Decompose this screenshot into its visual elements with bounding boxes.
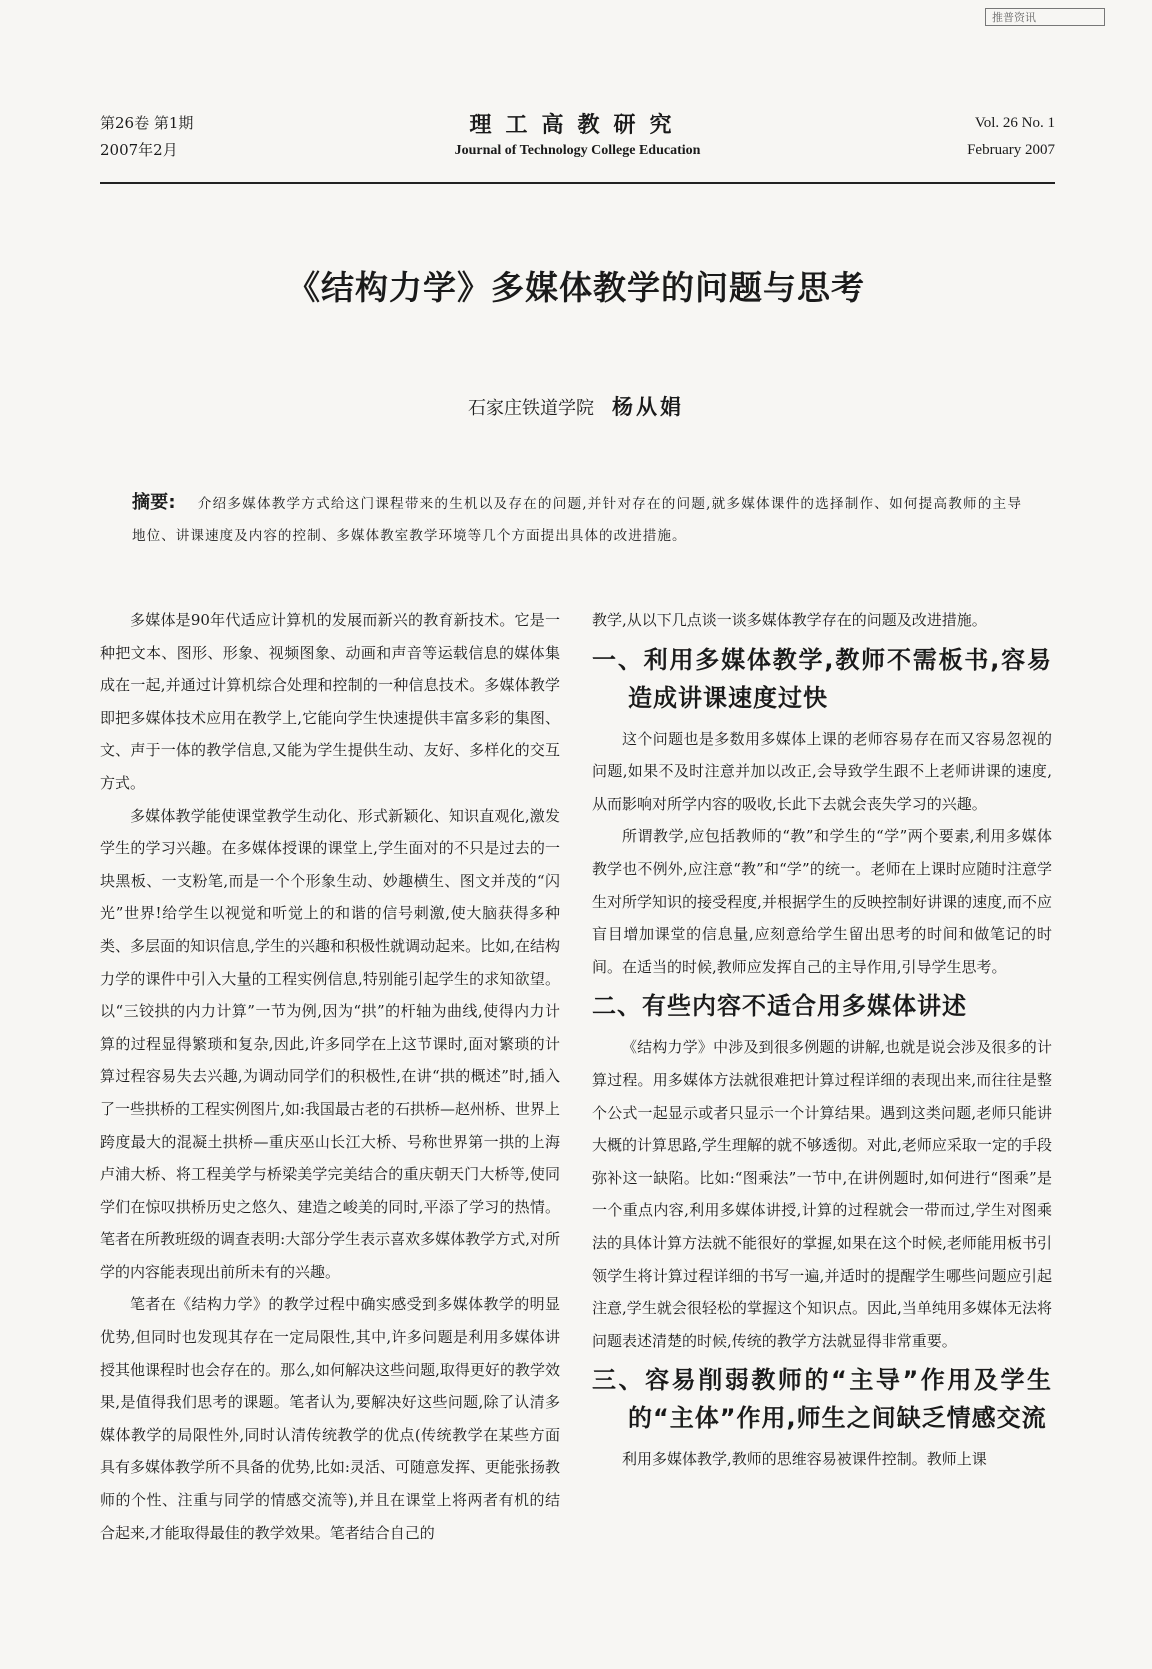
article-title: 《结构力学》多媒体教学的问题与思考 bbox=[287, 268, 865, 307]
journal-header bbox=[100, 110, 1055, 182]
section-heading-2: 二、有些内容不适合用多媒体讲述 bbox=[592, 992, 967, 1021]
header-center bbox=[100, 110, 1055, 162]
paragraph: 笔者在《结构力学》的教学过程中确实感受到多媒体教学的明显优势,但同时也发现其存在一定局限性,其中,许多问题是利用多媒体讲授其他课程时也会存在的。那么,如何解决这些问题,取得更好的教学效果,是值得我们思考的课题。笔者认为,要解决好这些问题,除了认清多媒体教学的局限性外,同时认清传统教学的优点(传统教学在某些方面具有多媒体教学所不具备的优势,比如:灵活、可随意发挥、更能张扬教师的个性、注重与同学的情感交流等),并且在课堂上将两者有机的结合起来,才能取得最佳的教学效果。笔者结合自己的 bbox=[100, 1295, 560, 1542]
date-en: February 2007 bbox=[967, 142, 1055, 158]
author-name: 杨从娟 bbox=[612, 394, 684, 419]
volume-issue-cn: 第26卷 第1期 bbox=[100, 114, 194, 132]
abstract-text: 介绍多媒体教学方式给这门课程带来的生机以及存在的问题,并针对存在的问题,就多媒体课件的选择制作、如何提高教师的主导地位、讲课速度及内容的控制、多媒体教室教学环境等几个方面提出具体的改进措施。 bbox=[132, 496, 1022, 544]
section-heading-1: 一、利用多媒体教学,教师不需板书,容易造成讲课速度过快 bbox=[592, 645, 1052, 712]
author-line bbox=[0, 391, 1152, 421]
paragraph: 多媒体是90年代适应计算机的发展而新兴的教育新技术。它是一种把文本、图形、形象、视频图象、动画和声音等运载信息的媒体集成在一起,并通过计算机综合处理和控制的一种信息技术。多媒体教学即把多媒体技术应用在教学上,它能向学生快速提供丰富多彩的集图、文、声于一体的教学信息,又能为学生提供生动、友好、多样化的交互方式。 bbox=[100, 611, 560, 792]
left-column bbox=[100, 604, 560, 1549]
section-heading-3: 三、容易削弱教师的“主导”作用及学生的“主体”作用,师生之间缺乏情感交流 bbox=[592, 1366, 1052, 1433]
right-column bbox=[592, 604, 1052, 1476]
abstract-label: 摘要: bbox=[132, 492, 176, 513]
paragraph: 利用多媒体教学,教师的思维容易被课件控制。教师上课 bbox=[622, 1450, 987, 1469]
paragraph: 《结构力学》中涉及到很多例题的讲解,也就是说会涉及很多的计算过程。用多媒体方法就很难把计算过程详细的表现出来,而往往是整个公式一起显示或者只显示一个计算结果。遇到这类问题,老师只能讲大概的计算思路,学生理解的就不够透彻。对此,老师应采取一定的手段弥补这一缺陷。比如:“图乘法”一节中,在讲例题时,如何进行“图乘”是一个重点内容,利用多媒体讲授,计算的过程就会一带而过,学生对图乘法的具体计算方法就不能很好的掌握,如果在这个时候,老师能用板书引领学生将计算过程详细的书写一遍,并适时的提醒学生哪些问题应引起注意,学生就会很轻松的掌握这个知识点。因此,当单纯用多媒体无法将问题表述清楚的时候,传统的教学方法就显得非常重要。 bbox=[592, 1038, 1052, 1350]
paragraph-continued: 教学,从以下几点谈一谈多媒体教学存在的问题及改进措施。 bbox=[592, 611, 987, 629]
author-affiliation: 石家庄铁道学院 bbox=[468, 398, 594, 419]
source-stamp: 推普资讯 bbox=[985, 8, 1105, 26]
volume-issue-en: Vol. 26 No. 1 bbox=[974, 115, 1055, 131]
journal-name-en: Journal of Technology College Education bbox=[454, 143, 701, 158]
paragraph: 所谓教学,应包括教师的“教”和学生的“学”两个要素,利用多媒体教学也不例外,应注意“教”和“学”的统一。老师在上课时应随时注意学生对所学知识的接受程度,并根据学生的反映控制好讲课的速度,而不应盲目增加课堂的信息量,应刻意给学生留出思考的时间和做笔记的时间。在适当的时候,教师应发挥自己的主导作用,引导学生思考。 bbox=[592, 827, 1052, 976]
date-cn: 2007年2月 bbox=[100, 141, 178, 159]
journal-name-cn: 理工高教研究 bbox=[469, 112, 686, 138]
header-rule bbox=[100, 182, 1055, 184]
paragraph: 多媒体教学能使课堂教学生动化、形式新颖化、知识直观化,激发学生的学习兴趣。在多媒体授课的课堂上,学生面对的不只是过去的一块黑板、一支粉笔,而是一个个形象生动、妙趣横生、图文并茂的“闪光”世界!给学生以视觉和听觉上的和谐的信号刺激,使大脑获得多种类、多层面的知识信息,学生的兴趣和积极性就调动起来。比如,在结构力学的课件中引入大量的工程实例信息,特别能引起学生的求知欲望。以“三铰拱的内力计算”一节为例,因为“拱”的杆轴为曲线,使得内力计算的过程显得繁琐和复杂,因此,许多同学在上这节课时,面对繁琐的计算过程容易失去兴趣,为调动同学们的积极性,在讲“拱的概述”时,插入了一些拱桥的工程实例图片,如:我国最古老的石拱桥—赵州桥、世界上跨度最大的混凝土拱桥—重庆巫山长江大桥、号称世界第一拱的上海卢浦大桥、将工程美学与桥梁美学完美结合的重庆朝天门大桥等,使同学们在惊叹拱桥历史之悠久、建造之峻美的同时,平添了学习的热情。笔者在所教班级的调查表明:大部分学生表示喜欢多媒体教学方式,对所学的内容能表现出前所未有的兴趣。 bbox=[100, 806, 560, 1281]
header-right bbox=[967, 110, 1055, 164]
paragraph: 这个问题也是多数用多媒体上课的老师容易存在而又容易忽视的问题,如果不及时注意并加以改正,会导致学生跟不上老师讲课的速度,从而影响对所学内容的吸收,长此下去就会丧失学习的兴趣。 bbox=[592, 729, 1052, 813]
abstract bbox=[132, 487, 1022, 552]
